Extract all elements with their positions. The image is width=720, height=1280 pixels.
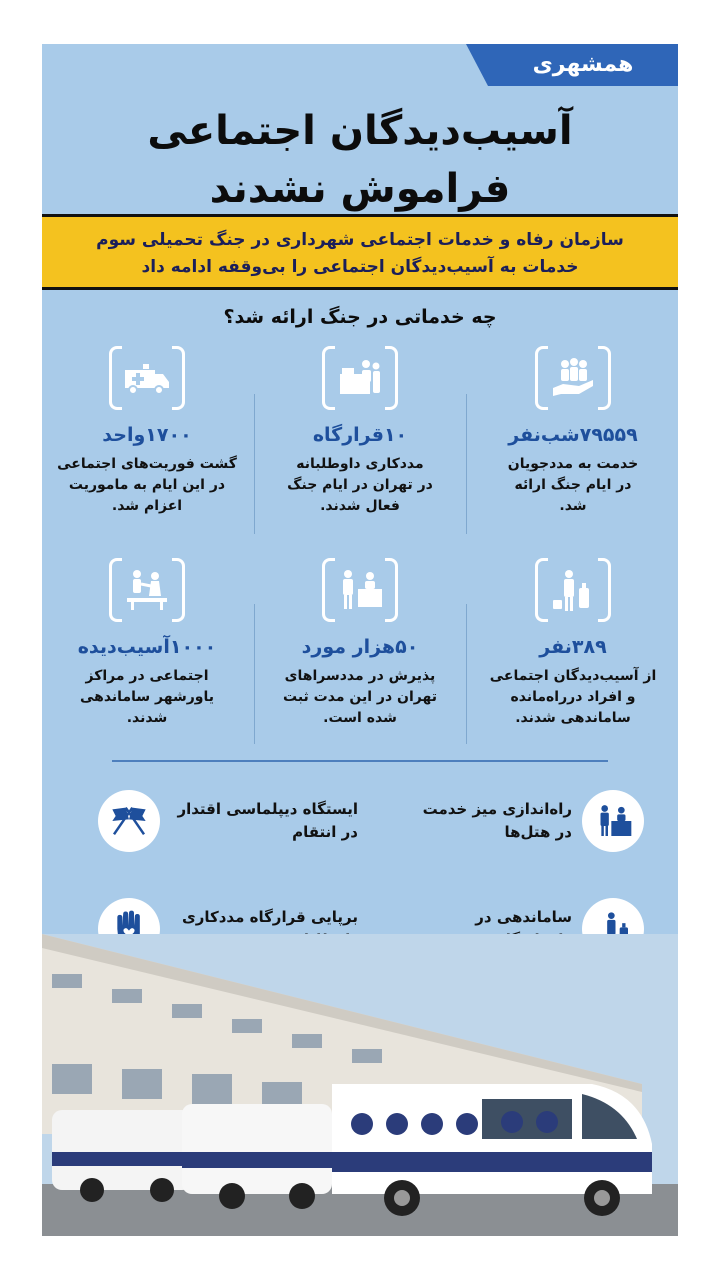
stat-description: مددکاری داوطلبانه در تهران در ایام جنگ فعال شدند. — [287, 456, 433, 514]
reception-desk-icon — [336, 566, 384, 614]
page-title — [42, 102, 678, 218]
stat-description: از آسیب‌دیدگان اجتماعی و افراد درراه‌مانده ساماندهی شدند. — [489, 668, 657, 726]
feature-item — [98, 790, 358, 852]
help-desk-icon — [593, 801, 633, 841]
banner-line-1: سازمان رفاه و خدمات اجتماعی شهرداری در جنگ تحمیلی سوم — [96, 230, 624, 250]
stat-card — [54, 346, 240, 517]
column-divider — [254, 394, 255, 534]
stat-card — [267, 558, 453, 729]
feature-icon-circle — [582, 790, 644, 852]
stat-icon-frame — [535, 558, 611, 622]
feature-label: راه‌اندازی میز خدمت در هتل‌ها — [422, 800, 572, 841]
brand-logo — [488, 44, 678, 86]
vans-illustration — [42, 934, 678, 1236]
feature-label: ایستگاه دیپلماسی اقتدار در انتقام — [177, 800, 358, 841]
logo-text: همشهری — [532, 52, 634, 77]
feature-item — [394, 790, 644, 852]
stat-description: خدمت به مددجویان در ایام جنگ ارائه شد. — [507, 456, 639, 514]
stat-value: ۵۰هزار مورد — [301, 636, 419, 658]
stat-icon-frame — [322, 558, 398, 622]
stat-card — [54, 558, 240, 729]
stat-icon-frame — [109, 346, 185, 410]
logo-notch — [466, 44, 488, 86]
vans-photo — [42, 934, 678, 1236]
stat-value: ۱۷۰۰واحد — [102, 424, 192, 446]
stat-card — [480, 558, 666, 729]
feature-label: ساماندهی در — [475, 908, 572, 926]
column-divider — [254, 604, 255, 744]
hand-holding-people-icon — [549, 354, 597, 402]
feature-label: برپایی قرارگاه مددکاری — [181, 908, 358, 926]
summary-banner — [42, 214, 678, 290]
help-desk-icon — [336, 354, 384, 402]
stat-value: ۷۹۵۵۹شب‌نفر — [508, 424, 638, 446]
stat-value: ۳۸۹نفر — [539, 636, 607, 658]
stat-icon-frame — [535, 346, 611, 410]
stat-card — [480, 346, 666, 517]
stat-description: اجتماعی در مراکز یاورشهر ساماندهی شدند. — [79, 668, 215, 726]
stat-icon-frame — [322, 346, 398, 410]
stat-description: گشت فوریت‌های اجتماعی در این ایام به ماموریت اعزام شد. — [57, 456, 237, 514]
title-line-1: آسیب‌دیدگان اجتماعی — [147, 108, 573, 154]
column-divider — [466, 604, 467, 744]
ambulance-icon — [123, 354, 171, 402]
stat-icon-frame — [109, 558, 185, 622]
feature-icon-circle — [98, 790, 160, 852]
infographic-card — [42, 44, 678, 1236]
stat-card — [267, 346, 453, 517]
traveler-luggage-icon — [549, 566, 597, 614]
crossed-flags-icon — [109, 801, 149, 841]
title-line-2: فراموش نشدند — [209, 166, 511, 212]
section-heading: چه خدماتی در جنگ ارائه شد؟ — [223, 306, 497, 328]
column-divider — [466, 394, 467, 534]
stat-value: ۱۰قرارگاه — [312, 424, 408, 446]
assistance-people-icon — [123, 566, 171, 614]
stat-value: ۱۰۰۰آسیب‌دیده — [77, 636, 217, 658]
banner-line-2: خدمات به آسیب‌دیدگان اجتماعی را بی‌وقفه ادامه داد — [141, 257, 579, 277]
section-divider — [112, 760, 608, 762]
stat-description: پذیرش در مددسراهای تهران در این مدت ثبت شده است. — [283, 668, 437, 726]
